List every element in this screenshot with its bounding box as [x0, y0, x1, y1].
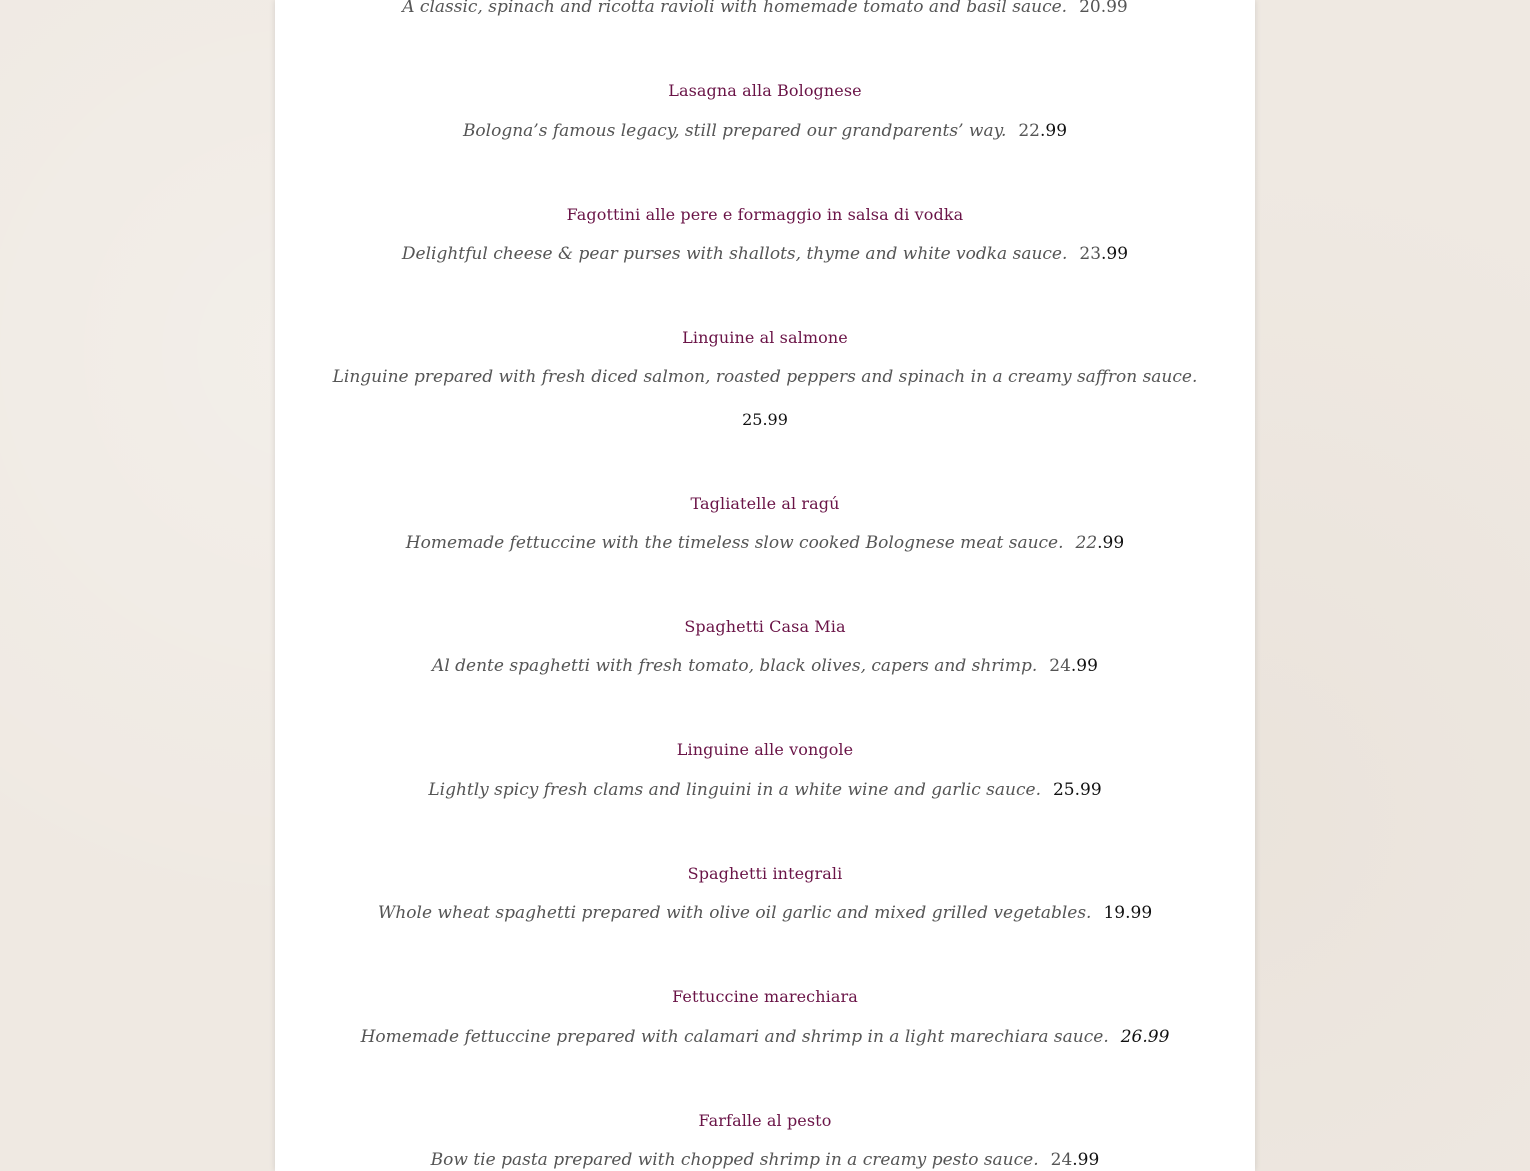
- menu-item-description: Whole wheat spaghetti prepared with olive oil garlic and mixed grilled vegetables.: [377, 903, 1092, 923]
- price-cents: 26.99: [1120, 1027, 1170, 1047]
- price-cents: 99: [1080, 780, 1102, 800]
- menu-item-description-line: [275, 243, 1255, 265]
- menu-item-price: [1049, 656, 1098, 676]
- menu-item-price: 25.99: [742, 410, 788, 429]
- menu-item-name: Farfalle al pesto: [698, 1111, 832, 1130]
- menu-item-price: [1103, 903, 1152, 923]
- menu-item-description-line: [275, 366, 1255, 388]
- menu-item-description: Bologna’s famous legacy, still prepared our grandparents’ way.: [462, 121, 1007, 141]
- price-cents: .99: [1070, 656, 1098, 676]
- menu-item-description-line: [275, 655, 1255, 677]
- menu-item-description: Homemade fettuccine with the timeless slow cooked Bolognese meat sauce.: [405, 533, 1064, 553]
- menu-item-description-line: [275, 779, 1255, 801]
- menu-item-tagliatelle-details: [275, 532, 1255, 554]
- price-whole: 20: [1079, 0, 1101, 17]
- menu-item-linguine-salmone-price-row: [275, 409, 1255, 431]
- menu-item-description: Linguine prepared with fresh diced salmon, roasted peppers and spinach in a creamy saffron sauce.: [332, 367, 1198, 387]
- price-cents: 19.99: [1103, 903, 1153, 923]
- menu-item-fettuccine-marechiara-details: [275, 1026, 1255, 1048]
- menu-item-name: Spaghetti integrali: [687, 864, 843, 883]
- menu-item-name: Linguine alle vongole: [676, 740, 854, 759]
- menu-item-price: [1079, 0, 1128, 17]
- menu-item-lasagna: [275, 81, 1255, 101]
- price-whole: 22: [1018, 121, 1040, 141]
- menu-item-spaghetti-integrali-details: [275, 902, 1255, 924]
- menu-item-description-line: [275, 902, 1255, 924]
- menu-item-name: Spaghetti Casa Mia: [684, 617, 846, 636]
- price-cents: .99: [1040, 121, 1068, 141]
- menu-item-description: Al dente spaghetti with fresh tomato, black olives, capers and shrimp.: [432, 656, 1038, 676]
- menu-item-linguine-salmone: [275, 328, 1255, 348]
- menu-item-fagottini: [275, 205, 1255, 225]
- menu-item-price: [1121, 1027, 1170, 1047]
- menu-item-name: Fettuccine marechiara: [672, 987, 858, 1006]
- menu-item-name: Lasagna alla Bolognese: [668, 81, 862, 100]
- menu-item-farfalle-pesto: [275, 1111, 1255, 1131]
- menu-item-description-line: [275, 532, 1255, 554]
- menu-item-linguine-salmone-details: [275, 366, 1255, 388]
- menu-item-linguine-vongole: [275, 740, 1255, 760]
- price-cents: .99: [1100, 0, 1128, 17]
- menu-item-price: [1076, 533, 1125, 553]
- menu-item-description-line: [275, 1149, 1255, 1171]
- menu-item-price: [1053, 780, 1102, 800]
- price-whole: 22: [1075, 533, 1098, 553]
- menu-item-farfalle-pesto-details: [275, 1149, 1255, 1171]
- menu-item-linguine-vongole-details: [275, 779, 1255, 801]
- price-cents: .99: [1072, 1150, 1100, 1170]
- menu-item-spaghetti-integrali: [275, 864, 1255, 884]
- menu-item-fettuccine-marechiara: [275, 987, 1255, 1007]
- menu-item-name: Linguine al salmone: [682, 328, 848, 347]
- menu-item-name: Fagottini alle pere e formaggio in salsa di vodka: [566, 205, 964, 224]
- menu-item-price: [1018, 121, 1067, 141]
- menu-item-lasagna-details: [275, 120, 1255, 142]
- menu-item-description: Homemade fettuccine prepared with calamari and shrimp in a light marechiara sauce.: [360, 1027, 1109, 1047]
- menu-item-description: A classic, spinach and ricotta ravioli with homemade tomato and basil sauce.: [402, 0, 1068, 17]
- menu-item-description-line: [275, 0, 1255, 18]
- menu-item-name: Tagliatelle al ragú: [690, 494, 840, 513]
- menu-page: [275, 0, 1255, 1171]
- price-whole: 25.: [1052, 780, 1081, 800]
- price-cents: .99: [1101, 244, 1129, 264]
- menu-item-description: Delightful cheese & pear purses with shallots, thyme and white vodka sauce.: [401, 244, 1068, 264]
- price-whole: 23: [1079, 244, 1102, 264]
- menu-item-description: Lightly spicy fresh clams and linguini in a white wine and garlic sauce.: [428, 780, 1041, 800]
- price-whole: 24: [1050, 1150, 1073, 1170]
- menu-item-description-line: [275, 1026, 1255, 1048]
- price-whole: 24: [1049, 656, 1071, 676]
- menu-item-description: Bow tie pasta prepared with chopped shrimp in a creamy pesto sauce.: [430, 1150, 1039, 1170]
- menu-item-price: [1079, 244, 1128, 264]
- price-cents: .99: [1097, 533, 1125, 553]
- menu-item-fagottini-details: [275, 243, 1255, 265]
- menu-item-price: [1051, 1150, 1100, 1170]
- menu-item-spaghetti-casa-mia-details: [275, 655, 1255, 677]
- menu-item-spaghetti-casa-mia: [275, 617, 1255, 637]
- menu-item-description-line: [275, 120, 1255, 142]
- menu-item-tagliatelle: [275, 494, 1255, 514]
- menu-item-ravioli: [275, 0, 1255, 18]
